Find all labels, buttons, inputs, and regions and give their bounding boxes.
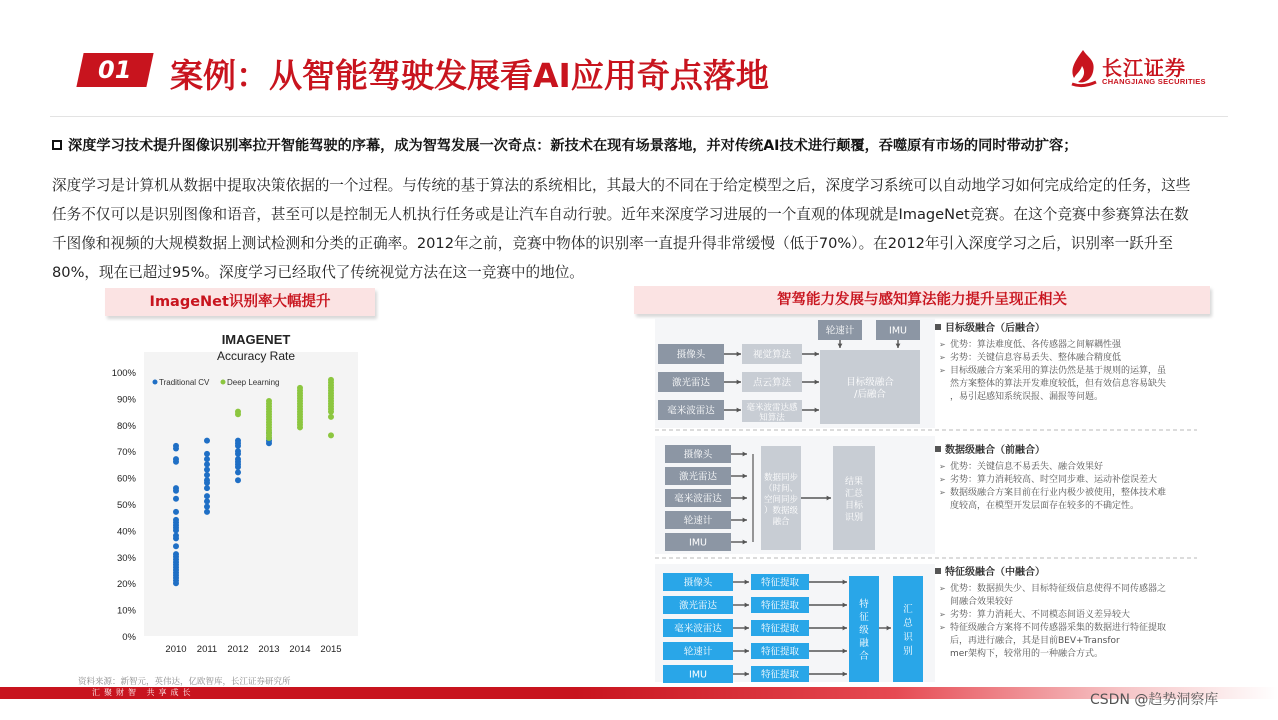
header-divider xyxy=(50,116,1228,117)
plot-background xyxy=(144,352,358,636)
x-tick-label: 2011 xyxy=(196,644,218,655)
bullet-arrow-icon: ➢ xyxy=(939,584,946,593)
source-note: 资料来源：新智元，英伟达，亿欧智库，长江证券研究所 xyxy=(78,677,291,687)
logo-english-name: CHANGJIANG SECURITIES xyxy=(1102,77,1206,86)
x-tick-label: 2012 xyxy=(227,644,249,655)
bullet-text: mer架构下，较常用的一种融合方式。 xyxy=(950,649,1104,659)
traditional-cv-point xyxy=(204,456,210,462)
legend-marker-deep-learning xyxy=(221,380,226,385)
csdn-watermark: CSDN @趋势洞察库 xyxy=(1090,692,1219,708)
traditional-cv-point xyxy=(173,509,179,515)
summary-recognition-box xyxy=(893,576,923,682)
sensor2-3-label: 轮速计 xyxy=(683,515,713,527)
traditional-cv-point xyxy=(266,440,272,446)
feature-extract-0-label: 特征提取 xyxy=(760,577,800,589)
legend-label: Traditional CV xyxy=(159,378,210,387)
deep-learning-point xyxy=(266,435,272,441)
traditional-cv-point xyxy=(173,488,179,494)
company-logo xyxy=(1066,48,1216,90)
wheel-speed-top-label: 轮速计 xyxy=(825,325,855,337)
chart-subtitle: Accuracy Rate xyxy=(216,349,296,363)
mmwave-algo-label: 毫米波雷达感知算法 xyxy=(746,403,798,423)
traditional-cv-point xyxy=(173,543,179,549)
section-heading: 特征级融合（中融合） xyxy=(945,567,1045,578)
heading-square-icon xyxy=(935,324,941,330)
x-tick-label: 2010 xyxy=(165,644,187,655)
y-tick-label: 100% xyxy=(111,368,136,379)
traditional-cv-point xyxy=(204,509,210,515)
bullet-arrow-icon: ➢ xyxy=(939,610,946,619)
bullet-text: 目标级融合方案采用的算法仍然是基于规则的运算，虽 xyxy=(950,366,1167,376)
sensor3-4-label: IMU xyxy=(689,669,707,681)
key-point xyxy=(52,135,1077,155)
bullet-arrow-icon: ➢ xyxy=(939,623,946,632)
traditional-cv-point xyxy=(204,504,210,510)
fusion-diagram-svg xyxy=(655,318,1197,686)
bullet-text: 度较高，在模型开发层面存在较多的不确定性。 xyxy=(950,501,1140,511)
traditional-cv-point xyxy=(204,493,210,499)
bullet-text: 后，再进行融合，其是目前BEV+Transfor xyxy=(950,636,1120,646)
body-paragraph: 深度学习是计算机从数据中提取决策依据的一个过程。与传统的基于算法的系统相比，其最大的不同在于给定模型之后，深度学习系统可以自动地学习如何完成给定的任务，这些任务不仅可以是识别图像和语音，甚至可以是控制无人机执行任务或是让汽车自动行驶。近年来深度学习进展的一个直观的体现就是ImageNet竞赛。在这个竞赛中参赛算法在数千图像和视频的大规模数据上测试检测和分类的正确率。2012年之前，竞赛中物体的识别率一直提升得非常缓慢（低于70%）。在2012年引入深度学习之后，识别率一跃升至80%，现在已超过95%。深度学习已经取代了传统视觉方法在这一竞赛中的地位。 xyxy=(52,177,1191,281)
sensor3-0-label: 摄像头 xyxy=(683,577,713,589)
chart-title: IMAGENET xyxy=(221,332,291,347)
traditional-cv-point xyxy=(204,485,210,491)
traditional-cv-point xyxy=(173,535,179,541)
bullet-text: 劣势：算力消耗大、不同模态间语义差异较大 xyxy=(950,610,1131,620)
y-tick-label: 70% xyxy=(116,447,136,459)
legend-marker-traditional xyxy=(153,380,158,385)
data-sync-label: 数据同步（时间、空间同步）数据级融合 xyxy=(763,473,799,527)
bullet-text: 优势：算法难度低、各传感器之间解耦性强 xyxy=(950,340,1122,350)
sensor2-0-label: 摄像头 xyxy=(683,449,713,461)
section-heading: 目标级融合（后融合） xyxy=(945,323,1045,334)
traditional-cv-point xyxy=(235,451,241,457)
chart-svg xyxy=(108,322,368,666)
deep-learning-point xyxy=(235,411,241,417)
result-summary-label: 结果汇总目标识别 xyxy=(844,477,864,523)
bullet-arrow-icon: ➢ xyxy=(939,366,946,375)
x-tick-label: 2013 xyxy=(258,644,280,655)
bullet-arrow-icon: ➢ xyxy=(939,475,946,484)
y-tick-label: 80% xyxy=(116,420,136,432)
y-tick-label: 60% xyxy=(116,473,136,485)
sensor2-1-label: 激光雷达 xyxy=(678,471,718,483)
traditional-cv-point xyxy=(204,461,210,467)
visual-algo-label: 视觉算法 xyxy=(752,349,792,361)
traditional-cv-point xyxy=(235,469,241,475)
bullet-text: 优势：数据损失少、目标特征级信息使得不同传感器之 xyxy=(950,584,1167,594)
page-title: 案例：从智能驾驶发展看AI应用奇点落地 xyxy=(170,56,769,95)
object-fusion-label: 目标级融合/后融合 xyxy=(846,377,894,400)
footer-slogan: 汇聚财智 共享成长 xyxy=(92,688,195,697)
traditional-cv-point xyxy=(173,527,179,533)
flame-logo-icon xyxy=(1066,48,1100,88)
sensor2-4-label: IMU xyxy=(689,537,707,549)
section-heading: 数据级融合（前融合） xyxy=(945,445,1045,456)
sensor-1-label: 激光雷达 xyxy=(671,377,711,389)
sensor3-2-label: 毫米波雷达 xyxy=(674,623,722,635)
traditional-cv-point xyxy=(173,496,179,502)
sensor-0-label: 摄像头 xyxy=(676,349,706,361)
bullet-text: ，易引起感知系统误报、漏报等问题。 xyxy=(950,392,1104,402)
fusion-diagram xyxy=(655,318,1197,686)
legend-label: Deep Learning xyxy=(227,378,280,387)
traditional-cv-point xyxy=(204,480,210,486)
imu-top-label: IMU xyxy=(889,325,907,337)
y-tick-label: 10% xyxy=(116,605,136,617)
square-bullet-icon xyxy=(52,140,62,150)
bullet-text: 劣势：关键信息容易丢失、整体融合精度低 xyxy=(950,353,1122,363)
bullet-arrow-icon: ➢ xyxy=(939,353,946,362)
traditional-cv-point xyxy=(235,464,241,470)
traditional-cv-point xyxy=(173,459,179,465)
pointcloud-algo-label: 点云算法 xyxy=(752,377,792,389)
deep-learning-point xyxy=(328,409,334,415)
traditional-cv-point xyxy=(204,472,210,478)
section-number-badge xyxy=(76,53,153,87)
traditional-cv-point xyxy=(204,498,210,504)
bullet-arrow-icon: ➢ xyxy=(939,462,946,471)
sensor3-1-label: 激光雷达 xyxy=(678,600,718,612)
right-panel-title: 智驾能力发展与感知算法能力提升呈现正相关 xyxy=(634,286,1210,314)
bullet-text: 特征级融合方案将不同传感器采集的数据进行特征提取 xyxy=(950,623,1167,633)
key-point-text: 深度学习技术提升图像识别率拉开智能驾驶的序幕，成为智驾发展一次奇点：新技术在现有场景落地，并对传统AI技术进行颠覆，吞噬原有市场的同时带动扩容； xyxy=(68,138,1078,154)
feature-extract-2-label: 特征提取 xyxy=(760,623,800,635)
bullet-arrow-icon: ➢ xyxy=(939,340,946,349)
y-tick-label: 40% xyxy=(116,526,136,538)
y-tick-label: 90% xyxy=(116,394,136,406)
traditional-cv-point xyxy=(204,438,210,444)
bullet-arrow-icon: ➢ xyxy=(939,488,946,497)
deep-learning-point xyxy=(297,424,303,430)
bullet-text: 劣势：算力消耗较高、时空同步难、运动补偿误差大 xyxy=(950,475,1158,485)
y-tick-label: 0% xyxy=(122,632,136,643)
y-tick-label: 50% xyxy=(116,500,136,511)
heading-square-icon xyxy=(935,568,941,574)
sensor2-2-label: 毫米波雷达 xyxy=(674,493,722,505)
traditional-cv-point xyxy=(235,443,241,449)
traditional-cv-point xyxy=(235,477,241,483)
deep-learning-point xyxy=(328,432,334,438)
feature-extract-1-label: 特征提取 xyxy=(760,600,800,612)
traditional-cv-point xyxy=(204,467,210,473)
left-panel-title: ImageNet识别率大幅提升 xyxy=(105,288,375,316)
feature-fusion-label: 特征级融合 xyxy=(859,599,869,662)
x-tick-label: 2015 xyxy=(320,644,342,655)
bullet-text: 数据级融合方案目前在行业内极少被使用，整体技术难 xyxy=(950,488,1167,498)
section-number: 01 xyxy=(98,56,132,84)
heading-square-icon xyxy=(935,446,941,452)
x-tick-label: 2014 xyxy=(289,644,311,655)
traditional-cv-point xyxy=(173,446,179,452)
deep-learning-point xyxy=(328,414,334,420)
y-tick-label: 20% xyxy=(116,579,136,591)
bullet-text: 优势：关键信息不易丢失、融合效果好 xyxy=(950,462,1104,472)
feature-extract-3-label: 特征提取 xyxy=(760,646,800,658)
feature-extract-4-label: 特征提取 xyxy=(760,669,800,681)
imagenet-chart xyxy=(108,322,368,666)
bullet-text: 然方案整体的算法开发难度较低，但有效信息容易缺失 xyxy=(950,379,1167,389)
bullet-text: 间融合效果较好 xyxy=(950,597,1014,607)
logo-chinese-name: 长江证券 xyxy=(1102,56,1186,80)
y-tick-label: 30% xyxy=(116,552,136,564)
summary-recognition-label: 汇总识别 xyxy=(903,604,913,657)
sensor3-3-label: 轮速计 xyxy=(683,646,713,658)
traditional-cv-point xyxy=(173,580,179,586)
traditional-cv-point xyxy=(204,451,210,457)
sensor-2-label: 毫米波雷达 xyxy=(667,405,715,417)
